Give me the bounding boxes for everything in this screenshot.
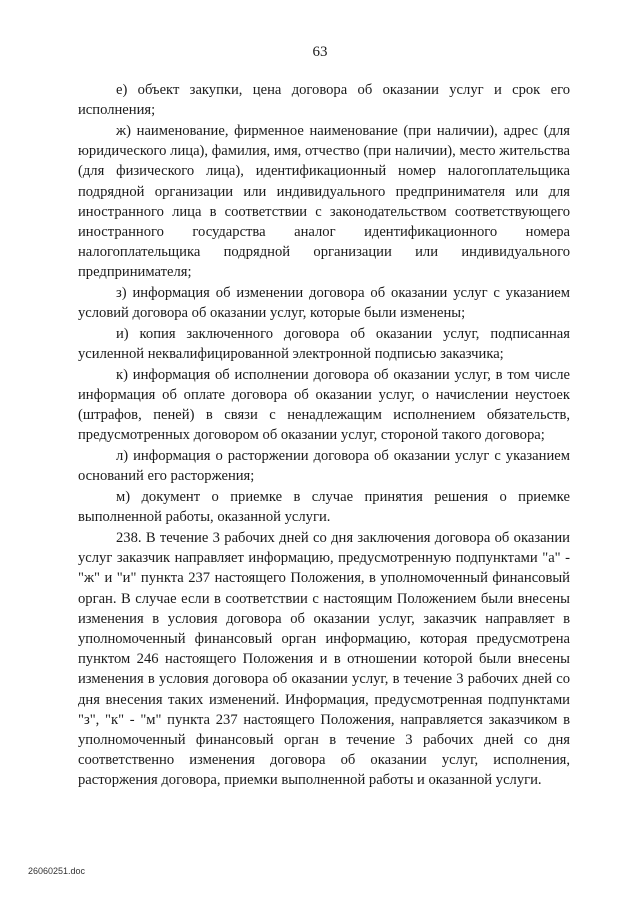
paragraph-238: 238. В течение 3 рабочих дней со дня заключения договора об оказании услуг заказчик направляет информацию, предусмотренную подпунктами "а" - "ж" и "и" пункта 237 настоящего Положения, в уполномоченный финансовый орган. В случае если в соответствии с настоящим Положением были внесены изменения в условия договора об оказании услуг, заказчик направляет в уполномоченный финансовый орган информацию, которая предусмотрена пунктом 246 настоящего Положения и в отношении которой были внесены изменения в условия договора об оказании услуг, в течение 3 рабочих дней со дня внесения таких изменений. Информация, предусмотренная подпунктами "з", "к" - "м" пункта 237 настоящего Положения, направляется заказчиком в уполномоченный финансовый орган в течение 3 рабочих дней со дня соответственно изменения договора об оказании услуг, исполнения, расторжения договора, приемки выполненной работы и оказанной услуги. (78, 529, 570, 789)
document-body (78, 80, 570, 791)
paragraph-e: е) объект закупки, цена договора об оказании услуг и срок его исполнения; (78, 82, 570, 119)
paragraph-i: и) копия заключенного договора об оказании услуг, подписанная усиленной неквалифицированной электронной подписью заказчика; (78, 325, 570, 363)
paragraph-m: м) документ о приемке в случае принятия решения о приемке выполненной работы, оказанной услуги. (78, 489, 570, 526)
paragraph-k: к) информация об исполнении договора об оказании услуг, в том числе информация об оплате договора об оказании услуг, о начислении неустоек (штрафов, пеней) в связи с ненадлежащим исполнением обязательств, предусмотренных договором об оказании услуг, стороной такого договора; (78, 366, 570, 444)
paragraph-zh: ж) наименование, фирменное наименование (при наличии), адрес (для юридического лица), фамилия, имя, отчество (при наличии), место жительства (для физического лица), идентификационный номер налогоплательщика подрядной организации или индивидуального предпринимателя или для иностранного лица в соответствии с законодательством соответствующего иностранного государства аналог идентификационного номера налогоплательщика подрядной организации или индивидуального предпринимателя; (78, 122, 570, 281)
file-name-footer: 26060251.doc (28, 866, 86, 876)
page-number: 63 (312, 44, 328, 60)
paragraph-l: л) информация о расторжении договора об оказании услуг с указанием оснований его расторжения; (78, 448, 570, 485)
paragraph-z: з) информация об изменении договора об оказании услуг с указанием условий договора об оказании услуг, которые были изменены; (78, 285, 570, 322)
